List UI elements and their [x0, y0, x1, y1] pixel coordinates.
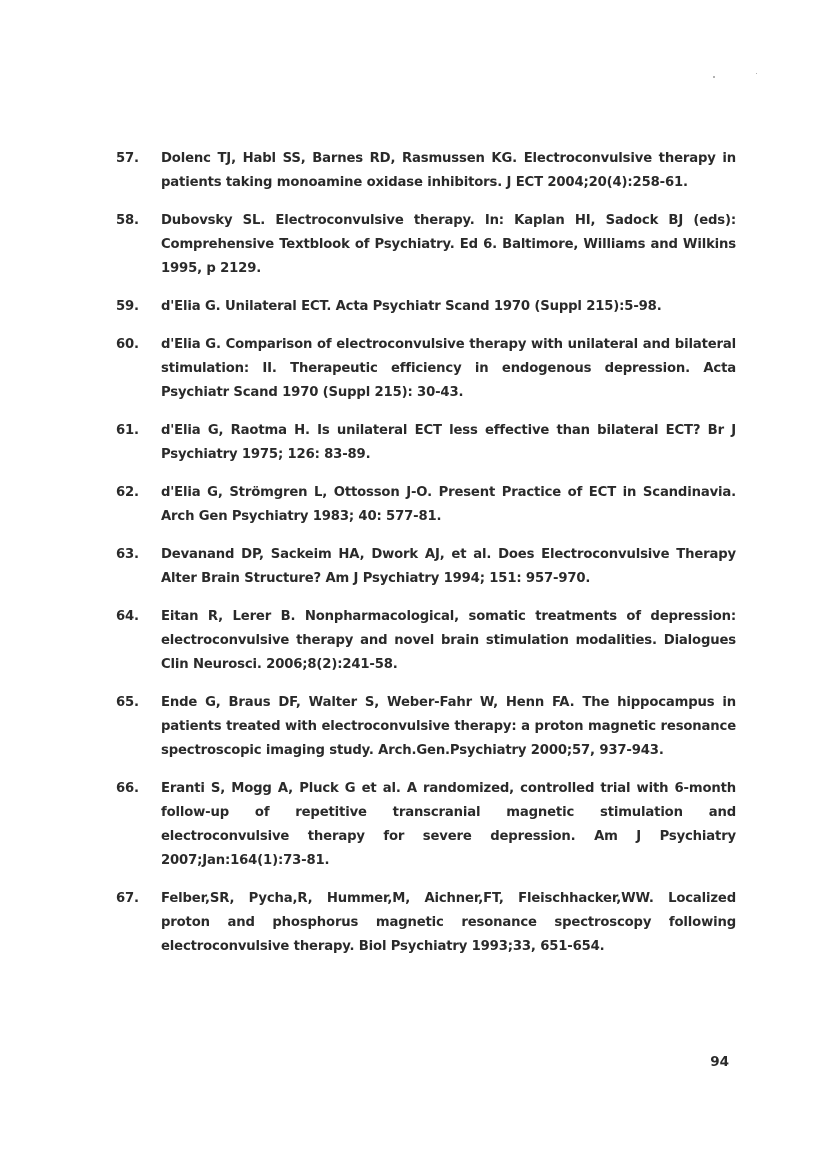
reference-number: 58.: [116, 213, 139, 228]
reference-item: [116, 419, 736, 467]
reference-item: [116, 147, 736, 195]
reference-number: 61.: [116, 423, 139, 438]
reference-item: [116, 295, 736, 319]
reference-text: Felber,SR, Pycha,R, Hummer,M, Aichner,FT, Fleischhacker,WW. Localized proton and phosphorus magnetic resonance spectroscopy following electroconvulsive therapy. Biol Psychiatry 1993;33, 651-654.: [161, 891, 736, 954]
reference-text: d'Elia G, Strömgren L, Ottosson J-O. Present Practice of ECT in Scandinavia. Arch Gen Psychiatry 1983; 40: 577-81.: [161, 485, 736, 524]
reference-number: 63.: [116, 547, 139, 562]
reference-item: [116, 777, 736, 873]
reference-text: d'Elia G. Unilateral ECT. Acta Psychiatr Scand 1970 (Suppl 215):5-98.: [161, 299, 662, 314]
reference-number: 64.: [116, 609, 139, 624]
reference-item: [116, 209, 736, 281]
reference-list: [116, 147, 736, 973]
reference-number: 67.: [116, 891, 139, 906]
reference-item: [116, 605, 736, 677]
reference-item: [116, 543, 736, 591]
reference-number: 59.: [116, 299, 139, 314]
reference-text: d'Elia G. Comparison of electroconvulsive therapy with unilateral and bilateral stimulation: II. Therapeutic efficiency in endogenous depression. Acta Psychiatr Scand 1970 (Suppl 215): 30-43.: [161, 337, 736, 400]
reference-number: 62.: [116, 485, 139, 500]
reference-item: [116, 481, 736, 529]
reference-item: [116, 691, 736, 763]
reference-number: 65.: [116, 695, 139, 710]
reference-text: Eranti S, Mogg A, Pluck G et al. A randomized, controlled trial with 6-month follow-up of repetitive transcranial magnetic stimulation and electroconvulsive therapy for severe depression. Am J Psychiatry 2007;Jan:164(1):73-81.: [161, 781, 736, 868]
reference-text: Dolenc TJ, Habl SS, Barnes RD, Rasmussen KG. Electroconvulsive therapy in patients taking monoamine oxidase inhibitors. J ECT 2004;20(4):258-61.: [161, 151, 736, 190]
reference-text: Ende G, Braus DF, Walter S, Weber-Fahr W, Henn FA. The hippocampus in patients treated with electroconvulsive therapy: a proton magnetic resonance spectroscopic imaging study. Arch.Gen.Psychiatry 2000;57, 937-943.: [161, 695, 736, 758]
scan-speck: [713, 76, 715, 78]
reference-number: 57.: [116, 151, 139, 166]
reference-item: [116, 887, 736, 959]
reference-item: [116, 333, 736, 405]
scan-speck: [756, 73, 757, 74]
reference-text: Dubovsky SL. Electroconvulsive therapy. In: Kaplan HI, Sadock BJ (eds): Comprehensive Textblook of Psychiatry. Ed 6. Baltimore, Williams and Wilkins 1995, p 2129.: [161, 213, 736, 276]
reference-text: Devanand DP, Sackeim HA, Dwork AJ, et al. Does Electroconvulsive Therapy Alter Brain Structure? Am J Psychiatry 1994; 151: 957-970.: [161, 547, 736, 586]
reference-number: 66.: [116, 781, 139, 796]
page-number: 94: [710, 1054, 729, 1070]
reference-number: 60.: [116, 337, 139, 352]
reference-text: d'Elia G, Raotma H. Is unilateral ECT less effective than bilateral ECT? Br J Psychiatry 1975; 126: 83-89.: [161, 423, 736, 462]
reference-text: Eitan R, Lerer B. Nonpharmacological, somatic treatments of depression: electroconvulsive therapy and novel brain stimulation modalities. Dialogues Clin Neurosci. 2006;8(2):241-58.: [161, 609, 736, 672]
